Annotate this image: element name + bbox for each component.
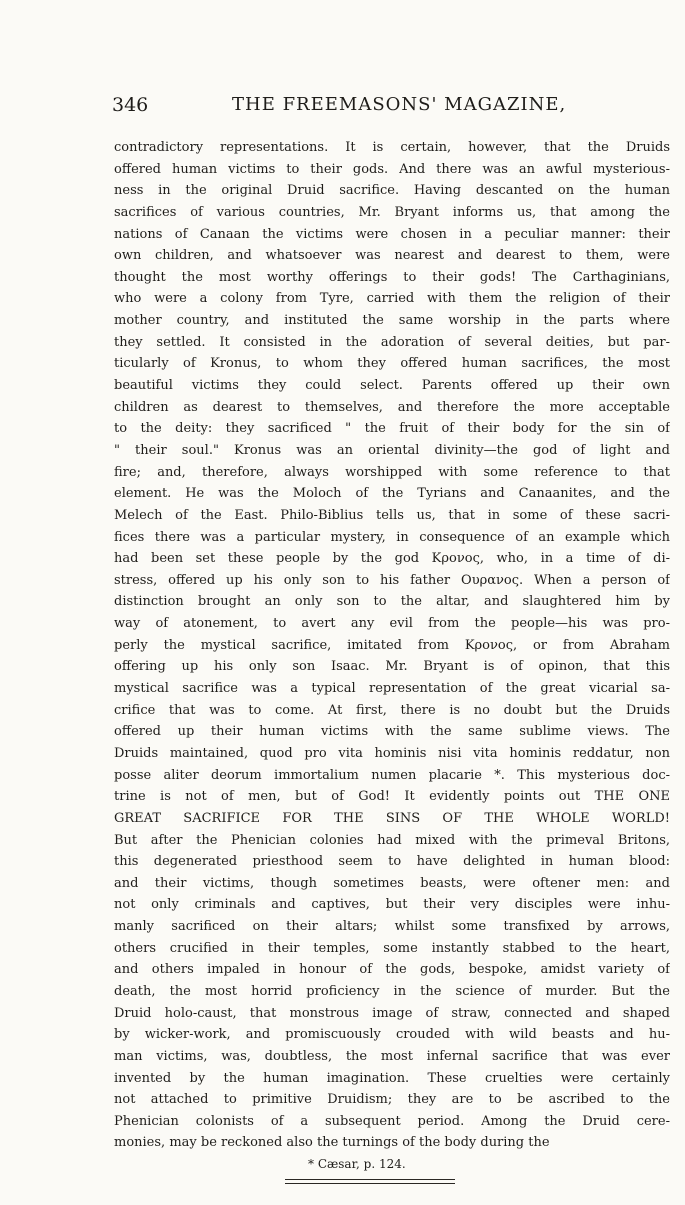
text-line: Druid holo-caust, that monstrous image of straw, connected and shaped <box>114 1005 670 1021</box>
text-line: fices there was a particular mystery, in consequence of an example which <box>114 529 670 545</box>
text-line: children as dearest to themselves, and therefore the more acceptable <box>114 399 670 415</box>
footnote-rule <box>285 1179 455 1180</box>
text-line: manly sacrificed on their altars; whilst some transfixed by arrows, <box>114 919 670 935</box>
text-line: who were a colony from Tyre, carried with them the religion of their <box>114 291 670 307</box>
text-line: But after the Phenician colonies had mixed with the primeval Britons, <box>114 832 670 848</box>
footnote: * Cæsar, p. 124. <box>308 1157 406 1171</box>
text-line: " their soul." Kronus was an oriental divinity—the god of light and <box>114 442 670 458</box>
text-line: crifice that was to come. At first, there is no doubt but the Druids <box>114 702 670 718</box>
text-line: Phenician colonists of a subsequent period. Among the Druid cere- <box>114 1113 670 1129</box>
text-line: Melech of the East. Philo-Biblius tells us, that in some of these sacri- <box>114 507 670 523</box>
text-line: GREAT SACRIFICE FOR THE SINS OF THE WHOLE WORLD! <box>114 810 670 826</box>
text-line: and others impaled in honour of the gods, bespoke, amidst variety of <box>114 962 670 978</box>
text-line: had been set these people by the god Κρονος, who, in a time of di- <box>114 551 670 567</box>
text-line: fire; and, therefore, always worshipped with some reference to that <box>114 464 670 480</box>
body-text <box>114 137 670 1154</box>
running-title: THE FREEMASONS' MAGAZINE, <box>232 94 567 115</box>
text-line: not attached to primitive Druidism; they are to be ascribed to the <box>114 1092 670 1108</box>
text-line: perly the mystical sacrifice, imitated from Κρονος, or from Abraham <box>114 637 670 653</box>
text-line: offering up his only son Isaac. Mr. Bryant is of opinon, that this <box>114 659 670 675</box>
text-line: and their victims, though sometimes beasts, were oftener men: and <box>114 875 670 891</box>
text-line: not only criminals and captives, but their very disciples were inhu- <box>114 897 670 913</box>
text-line: ness in the original Druid sacrifice. Having descanted on the human <box>114 183 670 199</box>
running-head <box>112 94 680 122</box>
text-line: others crucified in their temples, some instantly stabbed to the heart, <box>114 940 670 956</box>
text-line: this degenerated priesthood seem to have delighted in human blood: <box>114 854 670 870</box>
text-line: element. He was the Moloch of the Tyrians and Canaanites, and the <box>114 486 670 502</box>
text-line: mother country, and instituted the same worship in the parts where <box>114 313 670 329</box>
text-line: invented by the human imagination. These cruelties were certainly <box>114 1070 670 1086</box>
text-line: mystical sacrifice was a typical representation of the great vicarial sa- <box>114 681 670 697</box>
text-line: monies, may be reckoned also the turnings of the body during the <box>114 1135 550 1151</box>
text-line: posse aliter deorum immortalium numen placarie *. This mysterious doc- <box>114 767 670 783</box>
text-line: nations of Canaan the victims were chosen in a peculiar manner: their <box>114 226 670 242</box>
text-line: own children, and whatsoever was nearest and dearest to them, were <box>114 248 670 264</box>
footnote-rule-lower <box>285 1183 455 1184</box>
text-line: ticularly of Kronus, to whom they offered human sacrifices, the most <box>114 356 670 372</box>
text-line: trine is not of men, but of God! It evidently points out THE ONE <box>114 789 670 805</box>
text-line: contradictory representations. It is certain, however, that the Druids <box>114 140 670 155</box>
text-line: distinction brought an only son to the altar, and slaughtered him by <box>114 594 670 610</box>
text-line: thought the most worthy offerings to their gods! The Carthaginians, <box>114 269 670 285</box>
text-line: sacrifices of various countries, Mr. Bryant informs us, that among the <box>114 204 670 220</box>
text-line: they settled. It consisted in the adoration of several deities, but par- <box>114 334 670 350</box>
text-line: offered up their human victims with the same sublime views. The <box>114 724 670 740</box>
text-line: to the deity: they sacrificed " the fruit of their body for the sin of <box>114 421 670 437</box>
text-line: Druids maintained, quod pro vita hominis nisi vita hominis reddatur, non <box>114 745 670 761</box>
page-number: 346 <box>112 94 149 116</box>
text-line: offered human victims to their gods. And there was an awful mysterious- <box>114 161 670 177</box>
text-line: beautiful victims they could select. Parents offered up their own <box>114 378 670 394</box>
text-line: stress, offered up his only son to his father Ουρανος. When a person of <box>114 572 670 588</box>
text-line: man victims, was, doubtless, the most infernal sacrifice that was ever <box>114 1048 670 1064</box>
text-line: death, the most horrid proficiency in the science of murder. But the <box>114 983 670 999</box>
text-line: way of atonement, to avert any evil from the people—his was pro- <box>114 616 670 632</box>
text-line: by wicker-work, and promiscuously crouded with wild beasts and hu- <box>114 1027 670 1043</box>
